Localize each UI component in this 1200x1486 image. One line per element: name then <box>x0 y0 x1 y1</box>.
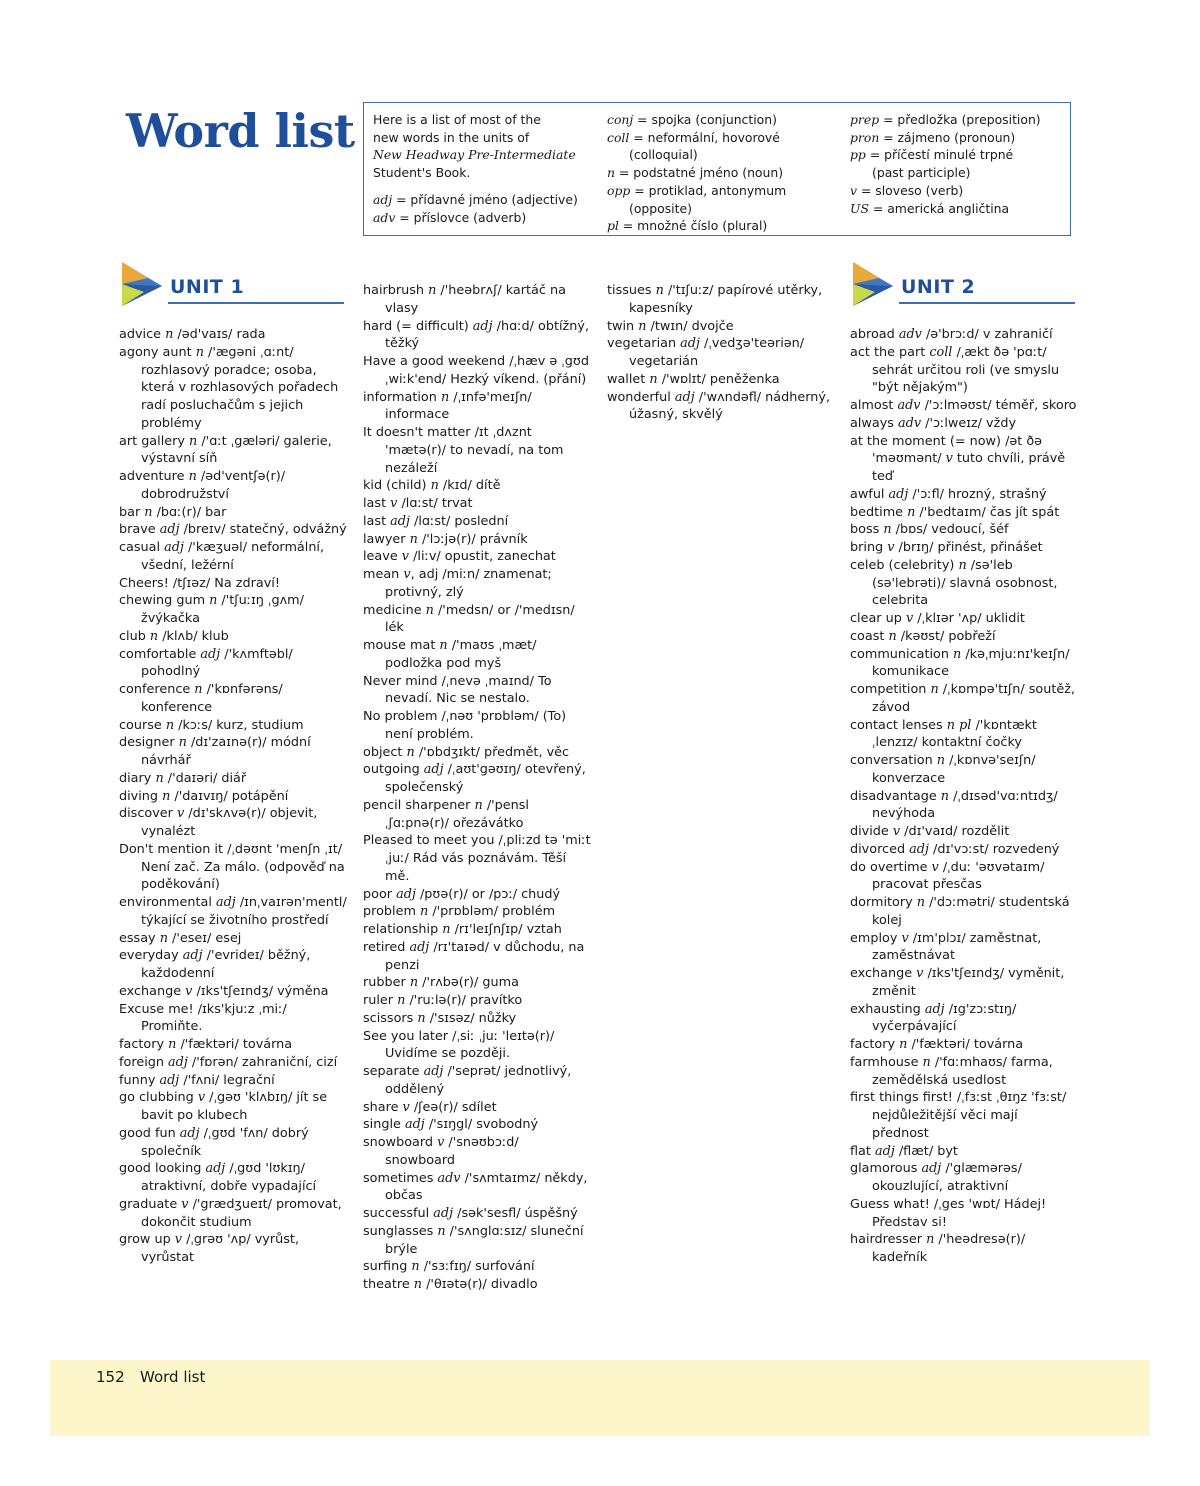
word-entry: object n /'ɒbdʒɪkt/ předmět, věc <box>363 744 570 760</box>
word-entry: vegetarian adj /ˌvedʒə'teəriən/ vegetarián <box>607 336 805 369</box>
word-entry: diving n /'daɪvɪŋ/ potápění <box>119 788 289 804</box>
word-entry: essay n /'eseɪ/ esej <box>119 930 242 946</box>
abbreviations-box <box>363 102 1071 236</box>
word-entry: glamorous adj /'glæmərəs/ okouzlující, atraktivní <box>850 1161 1022 1194</box>
word-entry: wonderful adj /'wʌndəfl/ nádherný, úžasný, skvělý <box>607 389 831 423</box>
page-number: 152 <box>96 1368 125 1386</box>
word-column-3 <box>607 282 835 424</box>
abbreviations-column-1 <box>373 111 578 226</box>
word-entry: wallet n /'wɒlɪt/ peněženka <box>607 371 780 387</box>
abbreviation-item: (colloquial) <box>629 147 698 163</box>
word-entry: retired adj /rɪ'taɪəd/ v důchodu, na penzi <box>363 939 585 973</box>
word-entry: Have a good weekend /ˌhæv ə ˌgʊd ˌwiːk'end/ Hezký víkend. (přání) <box>363 354 589 387</box>
word-entry: contact lenses n pl /'kɒntækt ˌlenzɪz/ kontaktní čočky <box>850 717 1037 751</box>
word-entry: Pleased to meet you /ˌpliːzd tə 'miːt ˌjuː/ Rád vás poznávám. Těší mě. <box>363 833 591 884</box>
word-column-4 <box>850 326 1078 1267</box>
word-entry: Don't mention it /ˌdəʊnt 'menʃn ˌɪt/ Není zač. Za málo. (odpověď na poděkování) <box>119 841 345 893</box>
word-entry: disadvantage n /ˌdɪsəd'vɑːntɪdʒ/ nevýhoda <box>850 788 1058 822</box>
word-entry: course n /kɔːs/ kurz, studium <box>119 717 304 733</box>
word-entry: art gallery n /'ɑːt ˌgæləri/ galerie, výstavní síň <box>119 433 332 467</box>
unit-1-rule <box>168 302 344 304</box>
word-entry: See you later /ˌsiː ˌjuː 'leɪtə(r)/ Uvidíme se později. <box>363 1028 555 1062</box>
unit-1-header <box>118 260 344 308</box>
abbreviation-item: coll = neformální, hovorové <box>607 129 780 145</box>
word-entry: sometimes adv /'sʌmtaɪmz/ někdy, občas <box>363 1170 588 1204</box>
triangle-icon <box>849 260 895 308</box>
word-entry: medicine n /'medsn/ or /'medɪsn/ lék <box>363 602 575 636</box>
word-entry: agony aunt n /'ægəni ˌɑːnt/ rozhlasový poradce; osoba, která v rozhlasových pořadech radí posluchačům s jejich problémy <box>119 344 339 431</box>
word-entry: poor adj /pʊə(r)/ or /pɔː/ chudý <box>363 886 561 902</box>
word-entry: outgoing adj /ˌaʊt'gəʊɪŋ/ otevřený, společenský <box>363 762 586 795</box>
word-entry: surfing n /'sɜːfɪŋ/ surfování <box>363 1259 535 1275</box>
word-entry: casual adj /'kæʒuəl/ neformální, všední, ležérní <box>119 540 325 573</box>
abbreviation-item: (past participle) <box>872 165 971 181</box>
word-entry: coast n /kəʊst/ pobřeží <box>850 628 996 644</box>
word-entry: employ v /ɪm'plɔɪ/ zaměstnat, zaměstnávat <box>850 930 1042 964</box>
page-title: Word list <box>126 104 355 158</box>
word-entry: always adv /'ɔːlweɪz/ vždy <box>850 415 1017 431</box>
word-entry: diary n /'daɪəri/ diář <box>119 770 247 786</box>
word-entry: graduate v /'grædʒueɪt/ promovat, dokončit studium <box>119 1196 342 1230</box>
word-entry: factory n /'fæktəri/ továrna <box>850 1037 1024 1052</box>
word-entry: conference n /'kɒnfərəns/ konference <box>119 682 283 715</box>
word-entry: hairbrush n /'heəbrʌʃ/ kartáč na vlasy <box>363 283 566 316</box>
word-entry: divorced adj /dɪ'vɔːst/ rozvedený <box>850 841 1060 857</box>
abbreviation-item: pron = zájmeno (pronoun) <box>850 129 1016 145</box>
intro-line: new words in the units of <box>373 129 530 145</box>
abbreviation-item: v = sloveso (verb) <box>850 182 964 198</box>
word-entry: mean v, adj /miːn/ znamenat; protivný, zlý <box>363 567 552 600</box>
word-entry: No problem /ˌnəʊ 'prɒbləm/ (To) není problém. <box>363 709 567 742</box>
word-entry: bring v /brɪŋ/ přinést, přinášet <box>850 540 1043 555</box>
word-entry: problem n /'prɒbləm/ problém <box>363 904 556 920</box>
abbreviation-item: opp = protiklad, antonymum <box>607 182 787 198</box>
word-column-2 <box>363 282 591 1294</box>
word-entry: exchange v /ɪks'tʃeɪndʒ/ vyměnit, změnit <box>850 966 1065 999</box>
intro-book-title: New Headway Pre-Intermediate <box>373 147 576 163</box>
word-entry: bedtime n /'bedtaɪm/ čas jít spát <box>850 504 1060 520</box>
intro-line: Student's Book. <box>373 165 471 181</box>
page-footer <box>50 1360 1150 1436</box>
abbreviation-item: pl = množné číslo (plural) <box>607 218 768 234</box>
word-entry: abroad adv /ə'brɔːd/ v zahraničí <box>850 327 1053 342</box>
word-entry: snowboard v /'snəʊbɔːd/ snowboard <box>363 1135 519 1168</box>
unit-2-header <box>849 260 1075 308</box>
word-entry: lawyer n /'lɔːjə(r)/ právník <box>363 531 528 547</box>
word-entry: last v /lɑːst/ trvat <box>363 496 473 511</box>
abbreviation-item: US = americká angličtina <box>850 200 1010 216</box>
word-entry: celeb (celebrity) n /sə'leb (sə'lebrəti)/ slavná osobnost, celebrita <box>850 557 1058 609</box>
intro-line: Here is a list of most of the <box>373 112 541 127</box>
word-entry: separate adj /'seprət/ jednotlivý, oddělený <box>363 1064 572 1097</box>
word-entry: designer n /dɪ'zaɪnə(r)/ módní návrhář <box>119 735 311 768</box>
word-entry: boss n /bɒs/ vedoucí, šéf <box>850 522 1009 538</box>
word-entry: communication n /kəˌmjuːnɪ'keɪʃn/ komunikace <box>850 646 1070 680</box>
word-entry: factory n /'fæktəri/ továrna <box>119 1037 293 1052</box>
word-entry: exchange v /ɪks'tʃeɪndʒ/ výměna <box>119 983 329 999</box>
word-entry: single adj /'sɪŋgl/ svobodný <box>363 1117 539 1133</box>
word-entry: discover v /dɪ'skʌvə(r)/ objevit, vynalézt <box>119 806 318 839</box>
abbreviation-item: prep = předložka (preposition) <box>850 112 1041 127</box>
word-entry: dormitory n /'dɔːmətri/ studentská kolej <box>850 895 1070 928</box>
unit-2-title: UNIT 2 <box>901 276 976 298</box>
word-entry: chewing gum n /'tʃuːɪŋ ˌgʌm/ žvýkačka <box>119 593 304 626</box>
abbreviation-item: adv = příslovce (adverb) <box>373 209 527 225</box>
word-entry: advice n /əd'vaɪs/ rada <box>119 327 266 342</box>
word-entry: brave adj /breɪv/ statečný, odvážný <box>119 522 347 538</box>
word-entry: competition n /ˌkɒmpə'tɪʃn/ soutěž, závod <box>850 682 1075 715</box>
word-entry: good fun adj /ˌgʊd 'fʌn/ dobrý společník <box>119 1125 309 1159</box>
word-entry: bar n /bɑː(r)/ bar <box>119 504 227 520</box>
word-entry: exhausting adj /ɪg'zɔːstɪŋ/ vyčerpávající <box>850 1001 1017 1035</box>
word-entry: Never mind /ˌnevə ˌmaɪnd/ To nevadí. Nic se nestalo. <box>363 673 552 707</box>
footer-title: Word list <box>140 1368 206 1386</box>
word-entry: first things first! /ˌfɜːst ˌθɪŋz 'fɜːst/ nejdůležitější věci mají přednost <box>850 1090 1067 1141</box>
word-entry: theatre n /'θɪətə(r)/ divadlo <box>363 1277 538 1292</box>
word-entry: Cheers! /tʃɪəz/ Na zdraví! <box>119 575 280 591</box>
word-entry: do overtime v /ˌduː 'əʊvətaɪm/ pracovat přesčas <box>850 859 1045 893</box>
word-entry: comfortable adj /'kʌmftəbl/ pohodlný <box>119 646 293 680</box>
abbreviation-item: n = podstatné jméno (noun) <box>607 165 784 181</box>
word-entry: rubber n /'rʌbə(r)/ guma <box>363 975 519 991</box>
word-entry: information n /ˌɪnfə'meɪʃn/ informace <box>363 389 532 423</box>
word-entry: grow up v /ˌgrəʊ 'ʌp/ vyrůst, vyrůstat <box>119 1232 300 1265</box>
word-entry: share v /ʃeə(r)/ sdílet <box>363 1099 497 1115</box>
word-entry: scissors n /'sɪsəz/ nůžky <box>363 1010 517 1026</box>
word-entry: go clubbing v /ˌgəʊ 'klʌbɪŋ/ jít se bavit po klubech <box>119 1090 328 1123</box>
word-column-1 <box>119 326 347 1267</box>
word-entry: hairdresser n /'heədresə(r)/ kadeřník <box>850 1232 1026 1265</box>
word-entry: last adj /lɑːst/ poslední <box>363 513 509 529</box>
word-entry: environmental adj /ɪnˌvaɪrən'mentl/ týkající se životního prostředí <box>119 895 347 928</box>
word-entry: act the part coll /ˌækt ðə 'pɑːt/ sehrát určitou roli (ve smyslu "být nějakým") <box>850 344 1060 396</box>
word-entry: good looking adj /ˌgʊd 'lʊkɪŋ/ atraktivní, dobře vypadající <box>119 1161 317 1194</box>
word-entry: at the moment (= now) /ət ðə 'məʊmənt/ v tuto chvíli, právě teď <box>850 433 1066 484</box>
word-entry: pencil sharpener n /'pensl ˌʃɑːpnə(r)/ ořezávátko <box>363 797 529 831</box>
unit-1-title: UNIT 1 <box>170 276 245 298</box>
word-entry: farmhouse n /'fɑːmhaʊs/ farma, zemědělská usedlost <box>850 1054 1053 1088</box>
word-entry: tissues n /'tɪʃuːz/ papírové utěrky, kapesníky <box>607 283 823 316</box>
triangle-icon <box>118 260 164 308</box>
word-entry: leave v /liːv/ opustit, zanechat <box>363 549 556 565</box>
word-entry: almost adv /'ɔːlməʊst/ téměř, skoro <box>850 398 1077 413</box>
word-entry: awful adj /'ɔːfl/ hrozný, strašný <box>850 486 1047 502</box>
word-entry: conversation n /ˌkɒnvə'seɪʃn/ konverzace <box>850 753 1036 786</box>
word-entry: successful adj /sək'sesfl/ úspěšný <box>363 1206 578 1221</box>
word-entry: divide v /dɪ'vaɪd/ rozdělit <box>850 824 1010 839</box>
abbreviation-item: conj = spojka (conjunction) <box>607 112 777 127</box>
word-entry: flat adj /flæt/ byt <box>850 1143 958 1159</box>
abbreviations-column-2 <box>607 111 786 235</box>
word-entry: adventure n /əd'ventʃə(r)/ dobrodružství <box>119 469 286 502</box>
word-entry: hard (= difficult) adj /hɑːd/ obtížný, těžký <box>363 318 590 352</box>
word-entry: sunglasses n /'sʌnglɑːsɪz/ sluneční brýle <box>363 1223 584 1257</box>
abbreviations-column-3 <box>850 111 1041 217</box>
abbreviation-item: adj = přídavné jméno (adjective) <box>373 191 578 207</box>
word-entry: club n /klʌb/ klub <box>119 628 229 644</box>
word-entry: Excuse me! /ɪks'kjuːz ˌmiː/ Promiňte. <box>119 1001 287 1035</box>
word-entry: funny adj /'fʌni/ legrační <box>119 1072 275 1088</box>
word-entry: clear up v /ˌklɪər 'ʌp/ uklidit <box>850 611 1025 626</box>
word-entry: everyday adj /'evrideɪ/ běžný, každodenní <box>119 948 311 981</box>
abbreviation-item: pp = příčestí minulé trpné <box>850 147 1014 163</box>
word-entry: relationship n /rɪ'leɪʃnʃɪp/ vztah <box>363 922 562 937</box>
word-entry: It doesn't matter /ɪt ˌdʌznt 'mætə(r)/ to nevadí, na tom nezáleží <box>363 425 564 476</box>
word-entry: ruler n /'ruːlə(r)/ pravítko <box>363 993 523 1008</box>
unit-2-rule <box>899 302 1075 304</box>
word-entry: twin n /twɪn/ dvojče <box>607 318 734 334</box>
word-entry: Guess what! /ˌges 'wɒt/ Hádej! Představ si! <box>850 1196 1047 1230</box>
abbreviation-item: (opposite) <box>629 200 692 216</box>
word-entry: mouse mat n /'maʊs ˌmæt/ podložka pod myš <box>363 638 537 671</box>
word-entry: foreign adj /'fɒrən/ zahraniční, cizí <box>119 1054 338 1070</box>
word-entry: kid (child) n /kɪd/ dítě <box>363 478 501 494</box>
